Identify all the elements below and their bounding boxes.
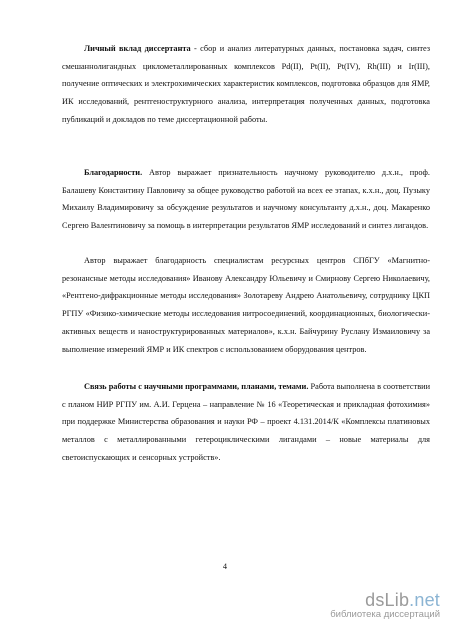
paragraph-heading: Связь работы с научными программами, планами, темами. (84, 382, 309, 391)
watermark-logo (310, 590, 440, 620)
paragraph-research-programs (62, 378, 430, 467)
paragraph-text: Автор выражает признательность научному руководителю д.х.н., проф. Балашеву Константину Павловичу за общее руководство работой на всех ее этапах, к.х.н., доц. Пузыку Михаилу Владимировичу за обсуждение результатов и научному консультанту д.х.н., доц. Макаренко Сергею Валентиновичу за помощь в интерпретации результатов ЯМР исследований и синтез лигандов. (62, 168, 430, 231)
paragraph-personal-contribution (62, 40, 430, 129)
paragraph-heading: Личный вклад диссертанта (84, 44, 191, 53)
paragraph-text: Работа выполнена в соответствии с планом НИР РГПУ им. А.И. Герцена – направление № 16 «Теоретическая и прикладная фотохимия» при поддержке Министерства образования и науки РФ – проект 4.131.2014/К «Комплексы платиновых металлов с металлированными гетероциклическими лигандами – новые материалы для светоиспускающих и сенсорных устройств». (62, 382, 431, 462)
paragraph-acknowledgements (62, 164, 430, 235)
watermark-brand-main: dsLib (365, 590, 410, 610)
page-number: 4 (222, 562, 228, 571)
paragraph-heading: Благодарности. (84, 168, 143, 177)
paragraph-text: - сбор и анализ литературных данных, постановка задач, синтез смешаннолигандных циклометаллированных комплексов Pd(II), Pt(II), Pt(IV), Rh(III) и Ir(III), получение оптических и электрохимических характеристик комплексов, подготовка образцов для ЯМР, ИК исследований, рентгеноструктурного анализа, интерпретация полученных данных, подготовка публикаций и докладов по теме диссертационной работы. (62, 44, 431, 124)
watermark-subtitle: библиотека диссертаций (330, 609, 440, 620)
paragraph-text: Автор выражает благодарность специалистам ресурсных центров СПбГУ «Магнитно-резонансные методы исследования» Иванову Александру Юльевичу и Смирнову Сергею Николаевичу, «Рентгено-дифракционные методы исследования» Золотареву Андрею Анатольевичу, сотруднику ЦКП РГПУ «Физико-химические методы исследования нитросоединений, координационных, биологически-активных веществ и наноструктурированных материалов», к.х.н. Байчурину Руслану Измаиловичу за выполнение измерений ЯМР и ИК спектров с использованием оборудования центров. (62, 256, 430, 354)
watermark-brand-tld: .net (409, 590, 440, 610)
paragraph-resource-centers (62, 252, 430, 358)
watermark-brand (310, 590, 440, 611)
